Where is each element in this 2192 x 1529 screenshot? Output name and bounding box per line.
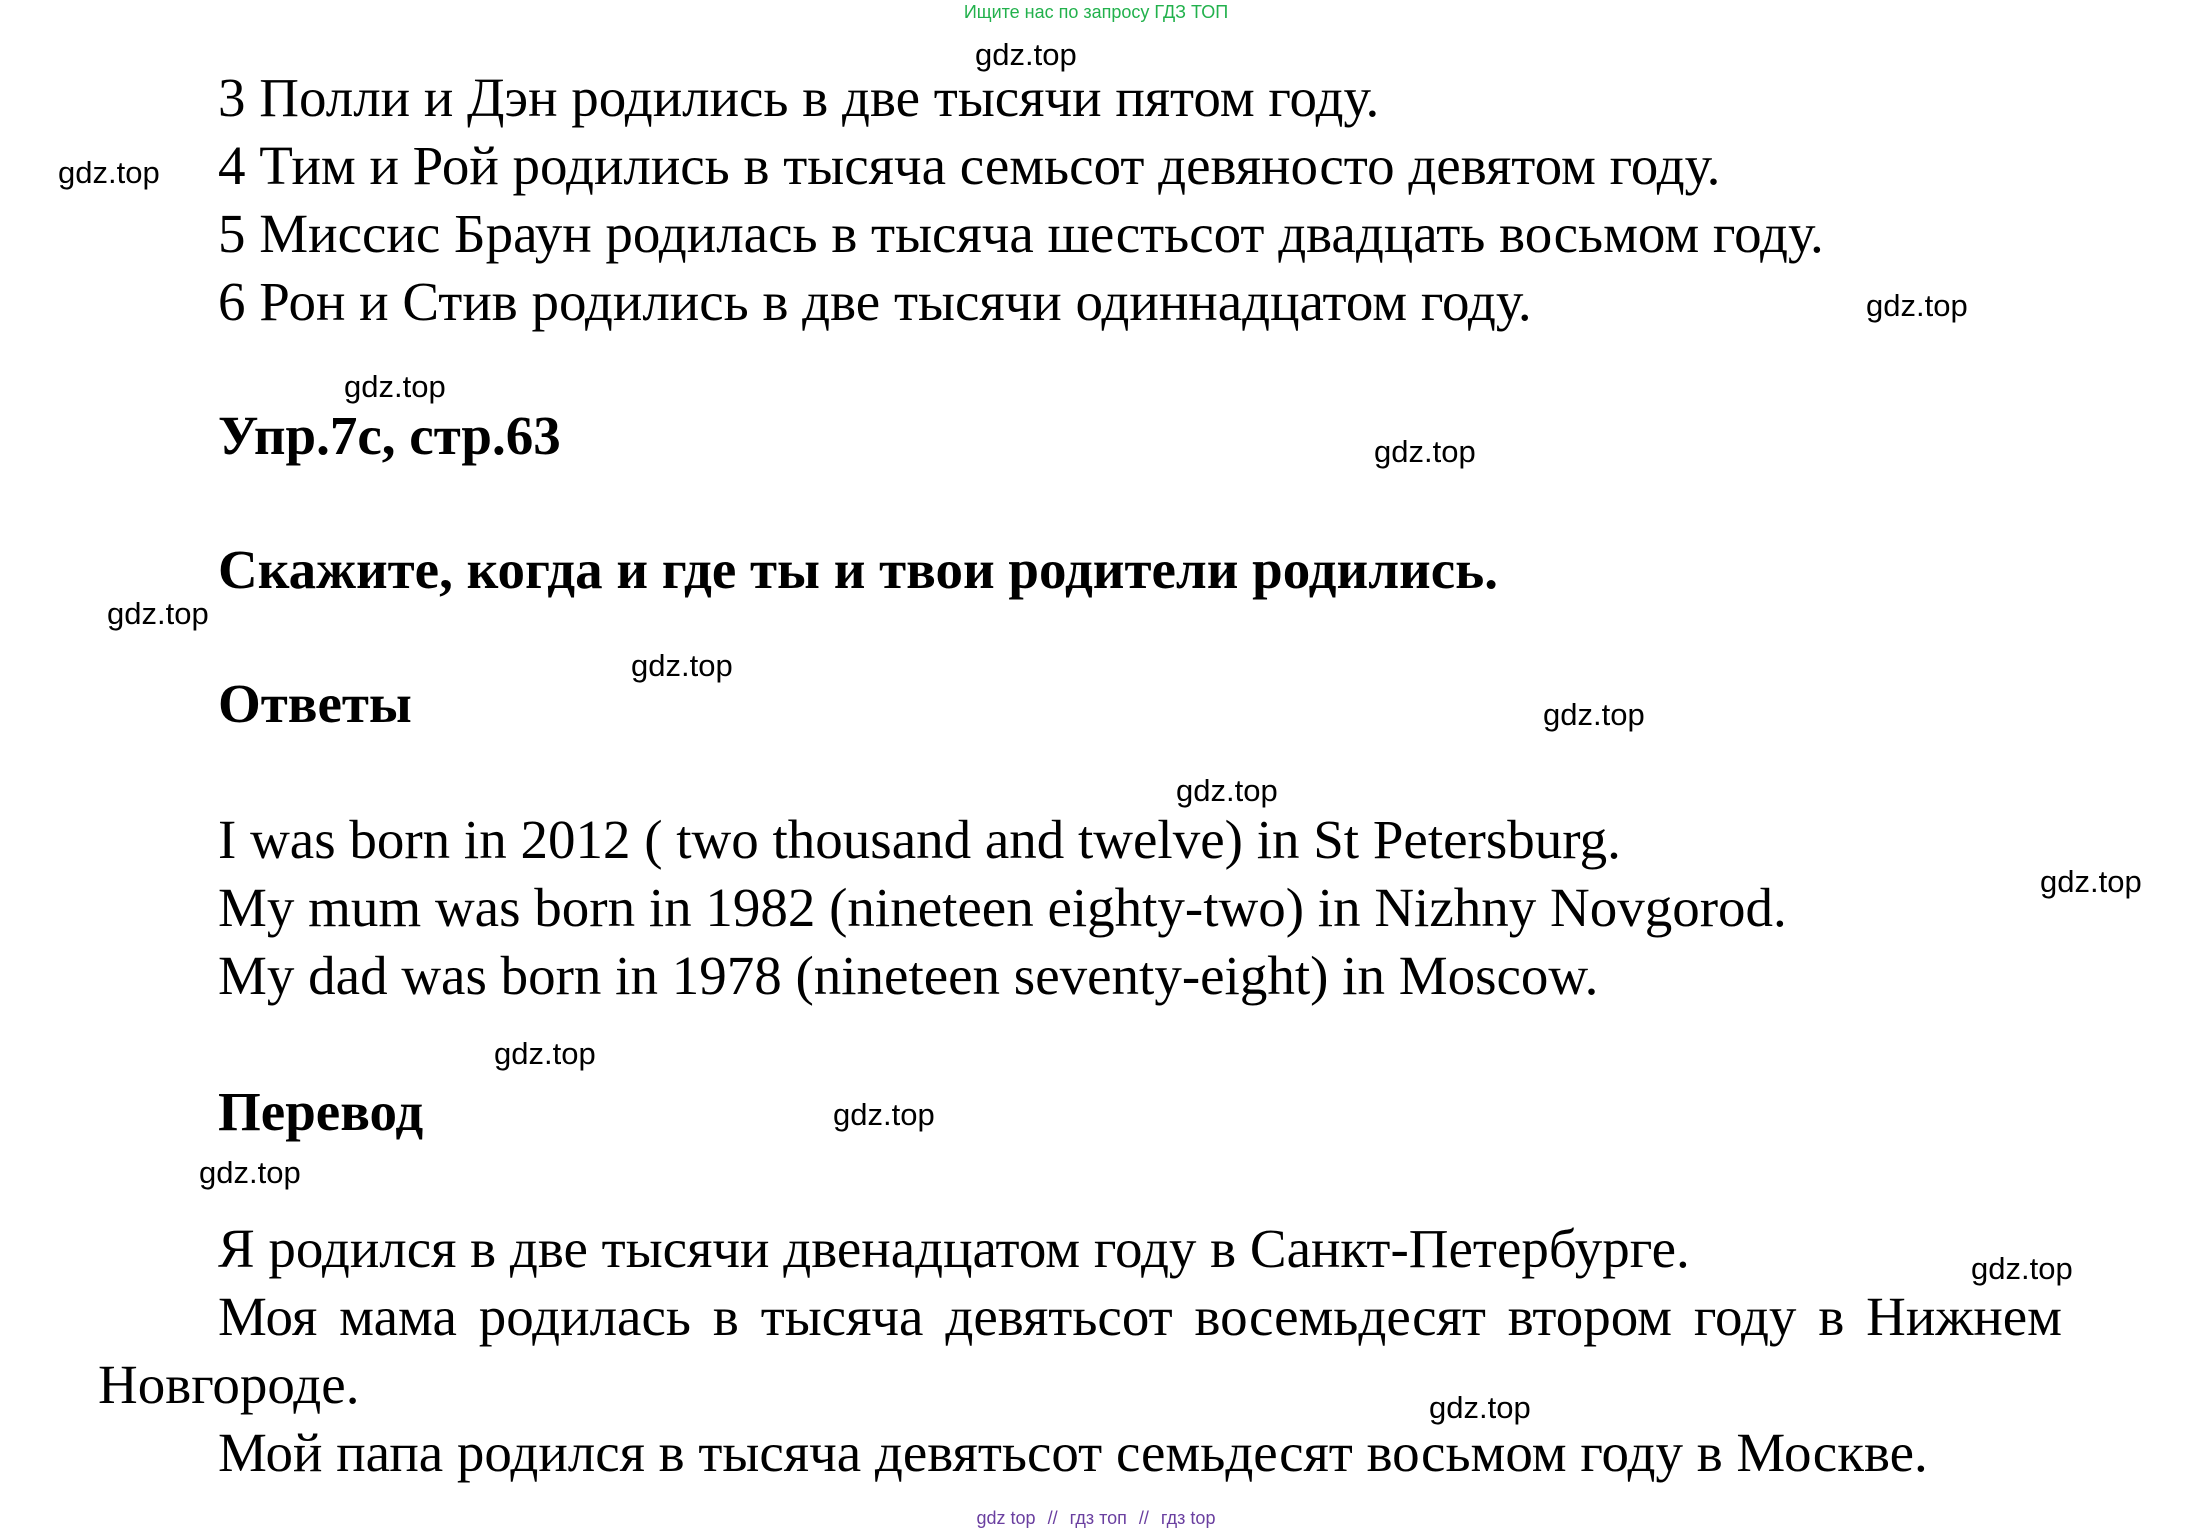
link-separator: // <box>1138 1508 1149 1528</box>
exercise-title: Упр.7c, стр.63 <box>218 405 561 466</box>
watermark: gdz.top <box>1543 697 1645 732</box>
watermark: gdz.top <box>975 37 1077 72</box>
answers-heading: Ответы <box>218 673 412 734</box>
link-gdz-top[interactable]: gdz top <box>976 1508 1036 1528</box>
watermark: gdz.top <box>1176 773 1278 808</box>
watermark: gdz.top <box>494 1036 596 1071</box>
bottom-links <box>0 1508 2192 1529</box>
watermark: gdz.top <box>1971 1251 2073 1286</box>
list-item-4: 4 Тим и Рой родились в тысяча семьсот девяносто девятом году. <box>218 135 1721 196</box>
translation-line-2: Моя мама родилась в тысяча девятьсот восемьдесят втором году в Нижнем Новгороде. <box>98 1286 2062 1415</box>
list-item-5: 5 Миссис Браун родилась в тысяча шестьсот двадцать восьмом году. <box>218 203 1824 264</box>
answer-line-3: My dad was born in 1978 (nineteen seventy-eight) in Moscow. <box>218 945 1599 1006</box>
watermark: gdz.top <box>107 596 209 631</box>
link-separator: // <box>1047 1508 1058 1528</box>
answer-line-1: I was born in 2012 ( two thousand and twelve) in St Petersburg. <box>218 809 1621 870</box>
watermark: gdz.top <box>1866 288 1968 323</box>
answer-line-2: My mum was born in 1982 (nineteen eighty-two) in Nizhny Novgorod. <box>218 877 1787 938</box>
link-gdz-top-mixed[interactable]: гдз top <box>1160 1508 1216 1528</box>
translation-line-3: Мой папа родился в тысяча девятьсот семьдесят восьмом году в Москве. <box>218 1422 1928 1483</box>
watermark: gdz.top <box>58 155 160 190</box>
list-item-3: 3 Полли и Дэн родились в две тысячи пятом году. <box>218 67 1380 128</box>
translation-line-1: Я родился в две тысячи двенадцатом году в Санкт-Петербурге. <box>218 1218 1690 1279</box>
watermark: gdz.top <box>2040 864 2142 899</box>
link-gdz-top-ru[interactable]: гдз топ <box>1069 1508 1127 1528</box>
watermark: gdz.top <box>631 648 733 683</box>
watermark: gdz.top <box>1429 1390 1531 1425</box>
watermark: gdz.top <box>199 1155 301 1190</box>
list-item-6: 6 Рон и Стив родились в две тысячи одиннадцатом году. <box>218 271 1532 332</box>
watermark: gdz.top <box>1374 434 1476 469</box>
top-banner: Ищите нас по запросу ГДЗ ТОП <box>963 2 1229 22</box>
watermark: gdz.top <box>833 1097 935 1132</box>
translation-heading: Перевод <box>218 1081 424 1142</box>
exercise-task: Скажите, когда и где ты и твои родители родились. <box>218 539 1498 600</box>
watermark: gdz.top <box>344 369 446 404</box>
